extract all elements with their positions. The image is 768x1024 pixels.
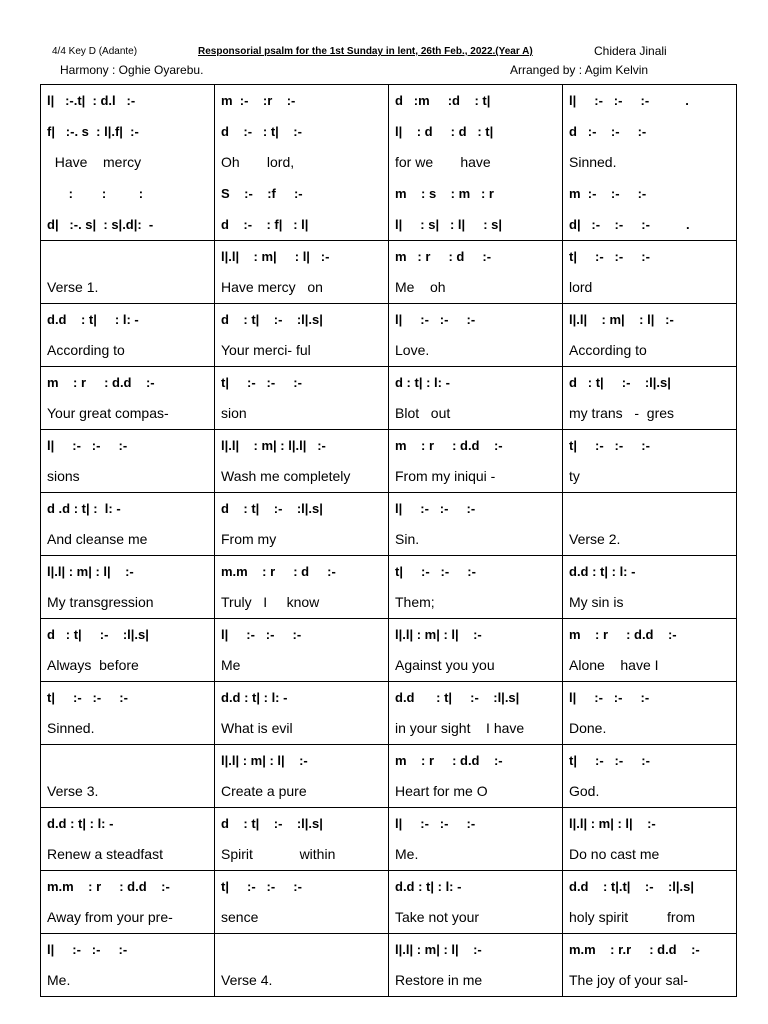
table-row [41,85,737,241]
table-cell [215,808,389,871]
lyric-line: Take not your [395,909,480,925]
lyric-line: What is evil [221,720,293,736]
table-cell [563,556,737,619]
table-row [41,808,737,871]
solfa-line: l|.l| : m| : l| :- [569,312,674,327]
lyric-line: Renew a steadfast [47,846,163,862]
table-cell [389,85,563,241]
solfa-line: l|.l| : m| : l| :- [569,816,656,831]
lyric-line: for we have [395,154,491,170]
table-cell [215,304,389,367]
solfa-line: d .d : t| : l: - [47,501,121,516]
solfa-line: m :- :- :- [569,186,647,201]
table-cell [41,934,215,997]
lyric-line: holy spirit from [569,909,696,925]
solfa-line: d.d : t| : l: - [47,816,114,831]
lyric-line: Truly I know [221,594,320,610]
solfa-line: d : t| :- :l|.s| [221,816,323,831]
table-cell [215,871,389,934]
lyric-line: According to [569,342,647,358]
lyric-line: Me [221,657,241,673]
document-title: Responsorial psalm for the 1st Sunday in lent, 26th Feb., 2022.(Year A) [198,46,533,57]
lyric-line: sions [47,468,80,484]
solfa-line: d.d : t| : l: - [569,564,636,579]
lyric-line: in your sight I have [395,720,525,736]
solfa-line: l|.l| : m| : l| :- [395,627,482,642]
lyric-line: Heart for me O [395,783,488,799]
table-cell [563,871,737,934]
lyric-line: sion [221,405,247,421]
solfa-line: m : r : d.d :- [395,438,503,453]
solfa-line: t| :- :- :- [569,753,650,768]
solfa-line: d : t| : l: - [395,375,450,390]
solfa-line: d.d : t| :- :l|.s| [395,690,520,705]
solfa-line: d : t| :- :l|.s| [221,501,323,516]
solfa-line: d| :- :- :- . [569,217,690,232]
solfa-line: d.d : t| : l: - [221,690,288,705]
table-cell [563,304,737,367]
lyric-line: Have mercy [47,154,142,170]
table-cell [563,808,737,871]
table-row [41,556,737,619]
table-cell [41,241,215,304]
table-cell [41,430,215,493]
lyric-line: Sin. [395,531,420,547]
solfa-line: m :- :r :- [221,93,296,108]
lyric-line: Verse 4. [221,972,273,988]
solfa-line: l| :- :- :- [395,501,476,516]
table-row [41,367,737,430]
solfa-line: t| :- :- :- [569,438,650,453]
lyric-line: My sin is [569,594,624,610]
lyric-line: My transgression [47,594,154,610]
solfa-line: m.m : r.r : d.d :- [569,942,700,957]
lyric-line: Sinned. [47,720,95,736]
table-cell [41,493,215,556]
solfa-line: l|.l| : m| : l|.l| :- [221,438,326,453]
table-cell [389,682,563,745]
solfa-line: t| :- :- :- [569,249,650,264]
solfa-line: d :- : f| : l| [221,217,309,232]
lyric-line: And cleanse me [47,531,148,547]
lyric-line: ty [569,468,580,484]
table-cell [389,808,563,871]
table-cell [563,934,737,997]
solfa-line: m : r : d :- [395,249,492,264]
table-cell [389,367,563,430]
solfa-line [47,241,214,272]
table-row [41,493,737,556]
lyric-line: Alone have I [569,657,659,673]
table-row [41,619,737,682]
solfa-line: t| :- :- :- [395,564,476,579]
solfa-line: m.m : r : d :- [221,564,336,579]
solfa-line: t| :- :- :- [47,690,128,705]
meta-info: 4/4 Key D (Adante) [52,46,138,57]
lyric-line: lord [569,279,593,295]
solfa-table [40,84,737,997]
lyric-line: Me oh [395,279,446,295]
table-cell [389,304,563,367]
table-cell [215,934,389,997]
solfa-line: m.m : r : d.d :- [47,879,170,894]
solfa-line [47,745,214,776]
table-cell [389,619,563,682]
table-cell [563,745,737,808]
solfa-line: d.d : t| : l: - [395,879,462,894]
lyric-line: God. [569,783,600,799]
lyric-line: The joy of your sal- [569,972,689,988]
solfa-line: l| :- :- :- [47,942,128,957]
solfa-line: d : t| :- :l|.s| [569,375,671,390]
solfa-line: d.d : t|.t| :- :l|.s| [569,879,695,894]
solfa-line: d : t| :- :l|.s| [47,627,149,642]
table-cell [563,493,737,556]
lyric-line: Them; [395,594,435,610]
table-row [41,682,737,745]
table-cell [41,619,215,682]
table-row [41,241,737,304]
lyric-line: Your great compas- [47,405,169,421]
solfa-line: l|.l| : m| : l| :- [395,942,482,957]
solfa-line: l| :- :- :- [395,312,476,327]
table-cell [389,556,563,619]
table-cell [563,85,737,241]
table-cell [215,493,389,556]
solfa-line: m : s : m : r [395,186,494,201]
lyric-line: Always before [47,657,139,673]
table-cell [41,871,215,934]
lyric-line: Oh lord, [221,154,295,170]
table-cell [215,367,389,430]
solfa-line: l| :- :- :- . [569,93,689,108]
table-cell [215,241,389,304]
table-cell [41,367,215,430]
table-row [41,430,737,493]
lyric-line: Against you you [395,657,495,673]
lyric-line: Sinned. [569,154,617,170]
table-cell [41,808,215,871]
lyric-line: Verse 2. [569,531,621,547]
solfa-line: m : r : d.d :- [569,627,677,642]
table-cell [215,556,389,619]
table-row [41,871,737,934]
lyric-line: Blot out [395,405,451,421]
solfa-line [221,934,388,965]
table-cell [563,430,737,493]
table-cell [389,871,563,934]
lyric-line: Away from your pre- [47,909,173,925]
lyric-line: From my [221,531,277,547]
harmony-credit: Harmony : Oghie Oyarebu. [60,63,204,77]
lyric-line: Me. [395,846,419,862]
table-cell [389,745,563,808]
table-cell [215,85,389,241]
lyric-line: Create a pure [221,783,307,799]
solfa-line: l| : s| : l| : s| [395,217,503,232]
table-cell [41,556,215,619]
table-row [41,745,737,808]
table-row [41,934,737,997]
table-cell [563,619,737,682]
table-cell [389,493,563,556]
solfa-line: l| : d : d : t| [395,124,494,139]
table-cell [389,934,563,997]
table-cell [563,367,737,430]
solfa-line: m : r : d.d :- [395,753,503,768]
table-cell [215,619,389,682]
lyric-line: Your merci- ful [221,342,311,358]
solfa-line: l| :- :- :- [47,438,128,453]
solfa-line: f| :-. s : l|.f| :- [47,124,139,139]
table-cell [41,745,215,808]
table-cell [41,304,215,367]
lyric-line: Do no cast me [569,846,660,862]
table-cell [389,430,563,493]
solfa-line: m : r : d.d :- [47,375,155,390]
lyric-line: Have mercy on [221,279,323,295]
lyric-line: From my iniqui - [395,468,496,484]
table-cell [215,682,389,745]
solfa-line [569,493,736,524]
author-name: Chidera Jinali [594,44,667,58]
solfa-line: l| :- :- :- [569,690,650,705]
lyric-line: Done. [569,720,607,736]
solfa-line: d| :-. s| : s|.d|: - [47,217,154,232]
lyric-line: sence [221,909,259,925]
table-row [41,304,737,367]
solfa-line: l|.l| : m| : l| :- [47,564,134,579]
solfa-line: d :m :d : t| [395,93,491,108]
lyric-line: Restore in me [395,972,483,988]
lyric-line: Love. [395,342,430,358]
table-cell [215,430,389,493]
arranger-credit: Arranged by : Agim Kelvin [510,63,649,77]
solfa-line: : : : [47,186,144,201]
solfa-line: l| :- :- :- [221,627,302,642]
table-cell [389,241,563,304]
solfa-line: l|.l| : m| : l| :- [221,753,308,768]
solfa-line: t| :- :- :- [221,375,302,390]
lyric-line: Verse 3. [47,783,99,799]
solfa-line: l| :-.t| : d.l :- [47,93,136,108]
lyric-line: Verse 1. [47,279,99,295]
lyric-line: Spirit within [221,846,336,862]
solfa-line: d :- : t| :- [221,124,302,139]
solfa-line: d :- :- :- [569,124,647,139]
solfa-line: d : t| :- :l|.s| [221,312,323,327]
solfa-line: l| :- :- :- [395,816,476,831]
lyric-line: Me. [47,972,71,988]
lyric-line: my trans - gres [569,405,675,421]
lyric-line: Wash me completely [221,468,351,484]
solfa-line: d.d : t| : l: - [47,312,139,327]
solfa-line: S :- :f :- [221,186,303,201]
solfa-line: l|.l| : m| : l| :- [221,249,330,264]
table-cell [215,745,389,808]
table-cell [41,85,215,241]
table-cell [41,682,215,745]
lyric-line: According to [47,342,125,358]
table-cell [563,682,737,745]
solfa-line: t| :- :- :- [221,879,302,894]
table-cell [563,241,737,304]
